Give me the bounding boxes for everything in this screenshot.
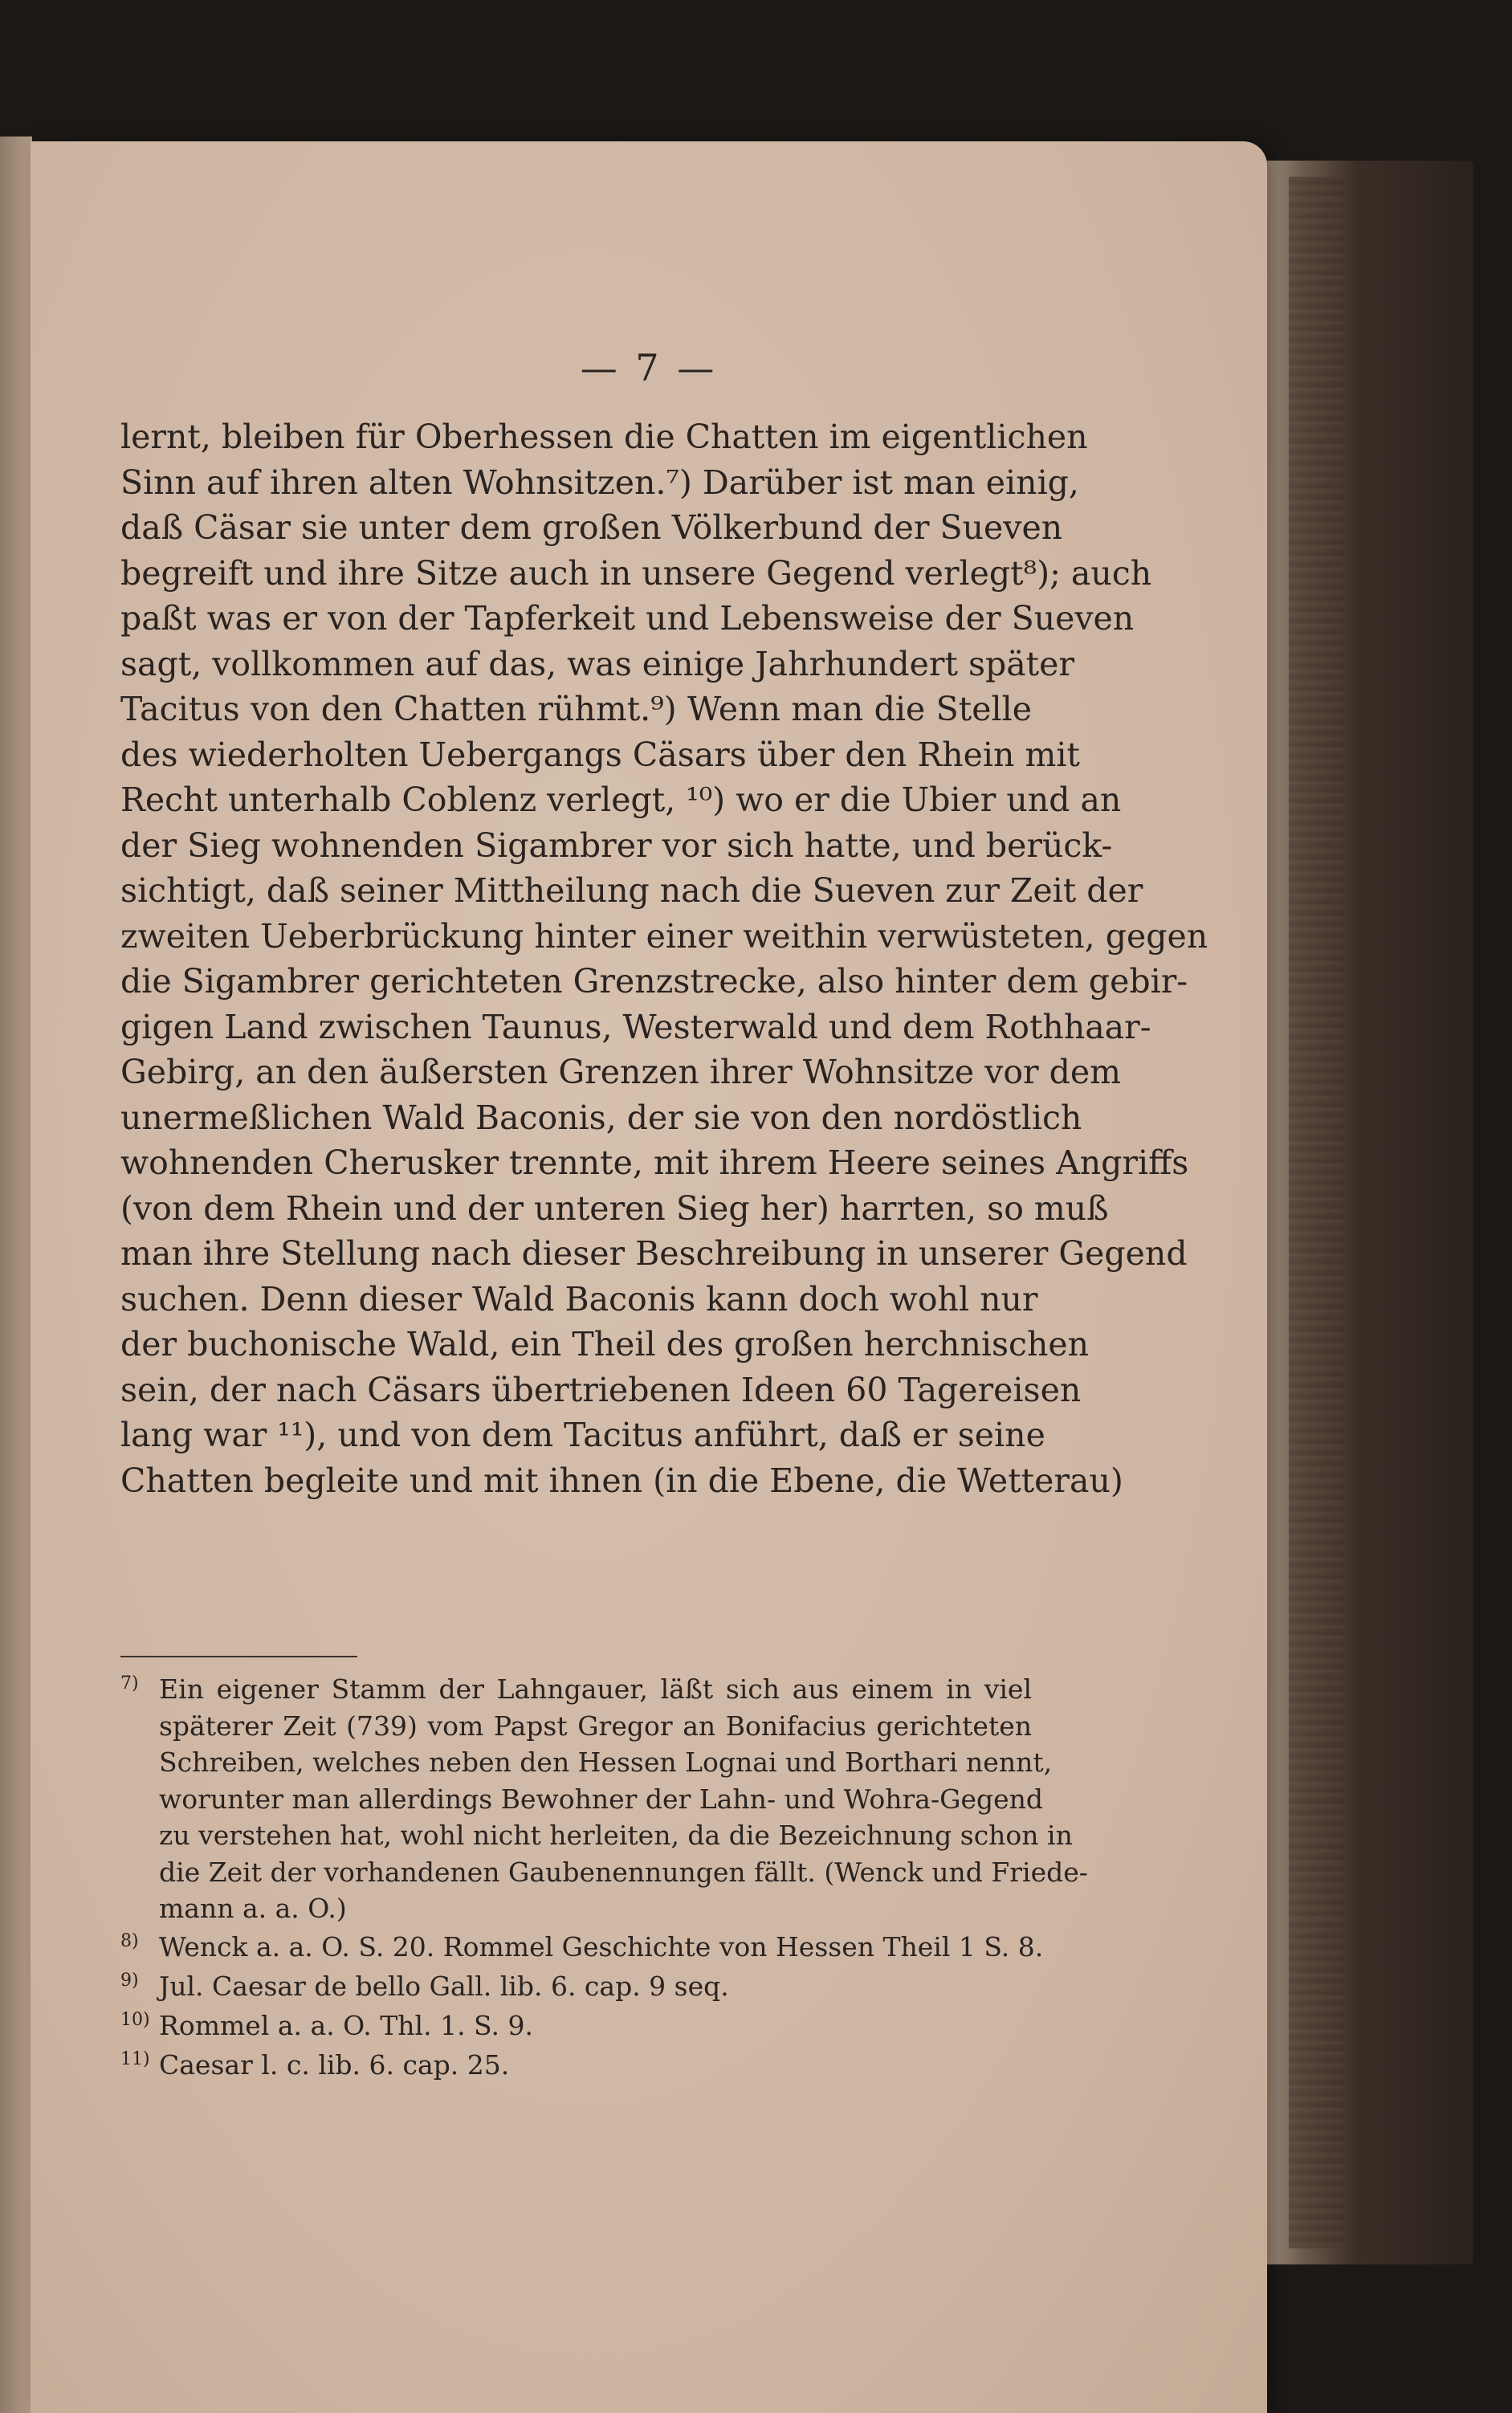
footnote-line: zu verstehen hat, wohl nicht herleiten, da die Bezeichnung schon in [159,1820,1073,1851]
text-line: Sinn auf ihren alten Wohnsitzen.⁷) Darüber ist man einig, [120,463,1079,502]
text-line: (von dem Rhein und der unteren Sieg her) harrten, so muß [120,1188,1109,1228]
text-line: sagt, vollkommen auf das, was einige Jahrhundert später [120,644,1075,683]
text-line: der buchonische Wald, ein Theil des großen herchnischen [120,1325,1090,1363]
footnote-line: späterer Zeit (739) vom Papst Gregor an Bonifacius gerichteten [159,1710,1032,1742]
text-line: daß Cäsar sie unter dem großen Völkerbund der Sueven [120,508,1063,547]
text-line: paßt was er von der Tapferkeit und Lebensweise der Sueven [120,599,1135,638]
footnote-text: Jul. Caesar de bello Gall. lib. 6. cap. 9 seq. [159,1970,729,2002]
footnote-line: worunter man allerdings Bewohner der Lahn- und Wohra-Gegend [159,1783,1044,1815]
text-line: Gebirg, an den äußersten Grenzen ihrer Wohnsitze vor dem [120,1053,1122,1091]
footnote-line: die Zeit der vorhandenen Gaubenennungen fällt. (Wenck und Friede- [159,1856,1088,1888]
footnotes [120,1671,1088,2085]
text-line: lang war ¹¹), und von dem Tacitus anführt, daß er seine [120,1416,1045,1454]
page-number: — 7 — [580,346,718,389]
book-spine-texture [1289,177,1345,2248]
footnote-line: mann a. a. O.) [159,1893,347,1924]
text-line: die Sigambrer gerichteten Grenzstrecke, also hinter dem gebir- [120,962,1188,1001]
footnote-10: 10) Rommel a. a. O. Thl. 1. S. 9. [120,2009,533,2041]
footnote-9: 9) Jul. Caesar de bello Gall. lib. 6. cap. 9 seq. [120,1970,729,2002]
footnote-11: 11) Caesar l. c. lib. 6. cap. 25. [120,2048,510,2081]
footnote-7: 7) Ein eigener Stamm der Lahngauer, läßt sich aus einem in viel [120,1673,1032,1705]
footnote-8: 8) Wenck a. a. O. S. 20. Rommel Geschichte von Hessen Theil 1 S. 8. [120,1930,1044,1963]
text-line: gigen Land zwischen Taunus, Westerwald und dem Rothhaar- [120,1007,1151,1046]
text-line: der Sieg wohnenden Sigambrer vor sich hatte, und berück- [120,825,1113,865]
text-line: lernt, bleiben für Oberhessen die Chatten im eigentlichen [120,418,1088,456]
text-line: sein, der nach Cäsars übertriebenen Ideen 60 Tagereisen [120,1370,1082,1409]
footnote-text: Wenck a. a. O. S. 20. Rommel Geschichte von Hessen Theil 1 S. 8. [159,1930,1044,1963]
text-line: sichtigt, daß seiner Mittheilung nach die Sueven zur Zeit der [120,871,1143,910]
text-line: Chatten begleite und mit ihnen (in die Ebene, die Wetterau) [120,1461,1123,1500]
text-line: begreift und ihre Sitze auch in unsere Gegend verlegt⁸); auch [120,553,1152,593]
text-line: unermeßlichen Wald Baconis, der sie von den nordöstlich [120,1098,1082,1137]
footnote-divider [120,1656,357,1657]
footnote-line: Schreiben, welches neben den Hessen Lognai und Borthari nennt, [159,1747,1053,1778]
footnote-text: Caesar l. c. lib. 6. cap. 25. [159,2048,510,2081]
text-line: wohnenden Cherusker trennte, mit ihrem Heere seines Angriffs [120,1143,1189,1182]
text-line: Tacitus von den Chatten rühmt.⁹) Wenn man die Stelle [120,690,1032,728]
text-line: suchen. Denn dieser Wald Baconis kann doch wohl nur [120,1279,1038,1319]
text-line: zweiten Ueberbrückung hinter einer weithin verwüsteten, gegen [120,916,1208,956]
text-line: Recht unterhalb Coblenz verlegt, ¹⁰) wo er die Ubier und an [120,781,1122,819]
text-line: man ihre Stellung nach dieser Beschreibung in unserer Gegend [120,1234,1188,1273]
text-line: des wiederholten Uebergangs Cäsars über den Rhein mit [120,735,1080,774]
previous-page-edge [0,137,32,2413]
footnote-text: Rommel a. a. O. Thl. 1. S. 9. [159,2009,533,2041]
footnote-text: Ein eigener Stamm der Lahngauer, läßt sich aus einem in viel [159,1673,1032,1705]
body-text [120,414,1208,1503]
book-page [31,141,1267,2413]
